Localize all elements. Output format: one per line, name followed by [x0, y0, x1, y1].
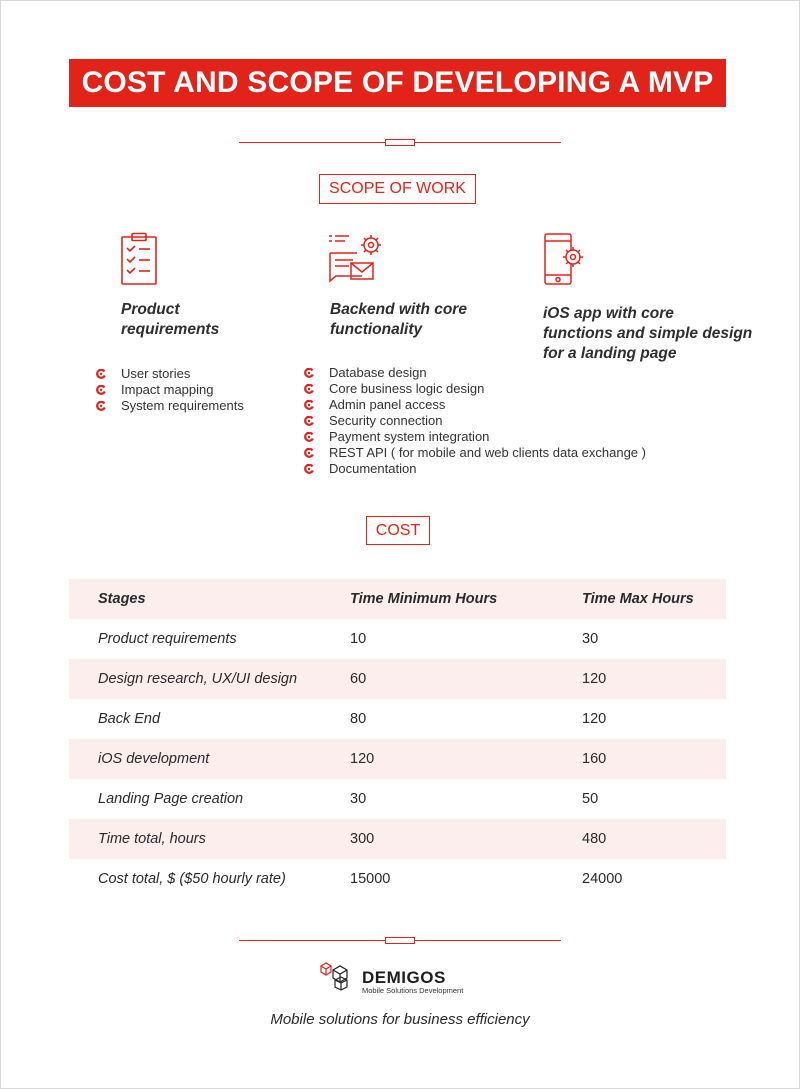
bottom-divider — [239, 934, 561, 946]
table-row — [69, 859, 726, 899]
table-cell: 24000 — [582, 871, 623, 887]
clipboard-checklist-icon — [119, 232, 159, 286]
table-header-row — [69, 579, 726, 619]
product-requirements-title: Product requirements — [121, 301, 220, 338]
column-header: Time Minimum Hours — [350, 591, 498, 607]
table-cell: 30 — [350, 791, 367, 807]
brand-subtitle: Mobile Solutions Development — [362, 986, 464, 995]
bullet-arc-icon — [304, 432, 314, 442]
table-cell: 15000 — [350, 871, 391, 887]
table-cell: 120 — [582, 711, 607, 727]
list-item: Documentation — [304, 461, 646, 477]
table-row — [69, 659, 726, 699]
table-cell: iOS development — [98, 751, 210, 767]
table-row — [69, 819, 726, 859]
bullet-arc-icon — [304, 448, 314, 458]
bullet-arc-icon — [304, 464, 314, 474]
bullet-arc-icon — [304, 384, 314, 394]
table-cell: 160 — [582, 751, 607, 767]
bullet-arc-icon — [304, 400, 314, 410]
table-cell: Time total, hours — [98, 831, 206, 847]
table-cell: Cost total, $ ($50 hourly rate) — [98, 871, 286, 887]
table-cell: 30 — [582, 631, 599, 647]
table-cell: Design research, UX/UI design — [98, 671, 298, 687]
mobile-gear-icon — [543, 233, 587, 287]
list-item: Core business logic design — [304, 381, 646, 397]
tagline: Mobile solutions for business efficiency — [270, 1011, 530, 1028]
bullet-arc-icon — [304, 416, 314, 426]
scope-of-work-label: SCOPE OF WORK — [319, 174, 476, 204]
column-header: Stages — [98, 591, 146, 607]
backend-gear-mail-icon — [327, 231, 389, 289]
table-cell: 120 — [350, 751, 375, 767]
table-cell: 50 — [582, 791, 599, 807]
list-item: REST API ( for mobile and web clients data exchange ) — [304, 445, 646, 461]
bullet-arc-icon — [96, 369, 106, 379]
bullet-arc-icon — [96, 385, 106, 395]
bullet-arc-icon — [304, 368, 314, 378]
ios-app-title: iOS app with core functions and simple design for a landing page — [543, 305, 753, 362]
table-row — [69, 699, 726, 739]
list-item: Impact mapping — [96, 382, 244, 398]
list-item: Payment system integration — [304, 429, 646, 445]
demigos-logo-icon — [319, 960, 351, 992]
table-cell: Product requirements — [98, 631, 237, 647]
table-row — [69, 619, 726, 659]
list-item: Database design — [304, 365, 646, 381]
table-cell: Landing Page creation — [98, 791, 244, 807]
list-item: Security connection — [304, 413, 646, 429]
column-header: Time Max Hours — [582, 591, 694, 607]
backend-list — [304, 365, 646, 477]
table-cell: Back End — [98, 711, 161, 727]
brand-name: DEMIGOS — [362, 968, 446, 987]
table-cell: 80 — [350, 711, 367, 727]
backend-title: Backend with core functionality — [330, 301, 467, 338]
list-item: Admin panel access — [304, 397, 646, 413]
top-divider — [239, 136, 561, 148]
product-requirements-list — [96, 366, 244, 414]
table-cell: 120 — [582, 671, 607, 687]
table-row — [69, 779, 726, 819]
table-cell: 480 — [582, 831, 607, 847]
table-row — [69, 739, 726, 779]
table-cell: 10 — [350, 631, 367, 647]
cost-label: COST — [366, 516, 430, 545]
bullet-arc-icon — [96, 401, 106, 411]
list-item: User stories — [96, 366, 244, 382]
page-title: COST AND SCOPE OF DEVELOPING A MVP — [69, 59, 726, 107]
cost-table — [69, 579, 726, 899]
list-item: System requirements — [96, 398, 244, 414]
table-cell: 300 — [350, 831, 375, 847]
table-cell: 60 — [350, 671, 367, 687]
